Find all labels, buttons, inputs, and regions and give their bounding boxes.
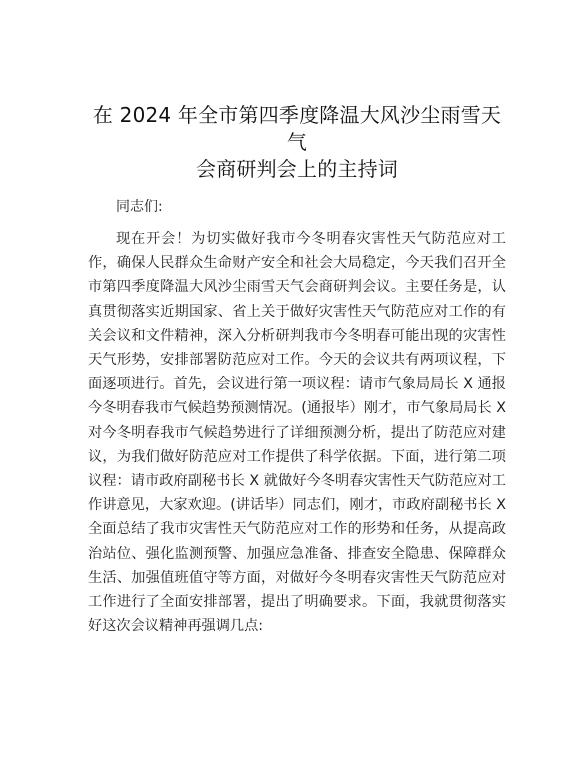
title-line-2: 会商研判会上的主持词	[196, 157, 398, 181]
greeting: 同志们:	[116, 199, 163, 215]
body-paragraph: 现在开会！为切实做好我市今冬明春灾害性天气防范应对工作，确保人民群众生命财产安全和社会大局稳定，今天我们召开全市第四季度降温大风沙尘雨雪天气会商研判会议。主要任务是，认真贯彻落实近期国家、省上关于做好灾害性天气防范应对工作的有关会议和文件精神，深入分析研判我市今冬明春可能出现的灾害性天气形势，安排部署防范应对工作。今天的会议共有两项议程，下面逐项进行。首先，会议进行第一项议程：请市气象局局长 X 通报今冬明春我市气候趋势预测情况。(通报毕）刚才，市气象局局长 X 对今冬明春我市气候趋势进行了详细预测分析，提出了防范应对建议，为我们做好防范应对工作提供了科学依据。下面，进行第二项议程：请市政府副秘书长 X 就做好今冬明春灾害性天气防范应对工作讲意见，大家欢迎。(讲话毕）同志们，刚才，市政府副秘书长 X 全面总结了我市灾害性天气防范应对工作的形势和任务，从提高政治站位、强化监测预警、加强应急准备、排查安全隐患、保障群众生活、加强值班值守等方面，对做好今冬明春灾害性天气防范应对工作进行了全面安排部署，提出了明确要求。下面，我就贯彻落实好这次会议精神再强调几点:	[88, 231, 506, 635]
document-title	[88, 102, 506, 183]
title-line-1: 在 2024 年全市第四季度降温大风沙尘雨雪天气	[92, 103, 502, 154]
